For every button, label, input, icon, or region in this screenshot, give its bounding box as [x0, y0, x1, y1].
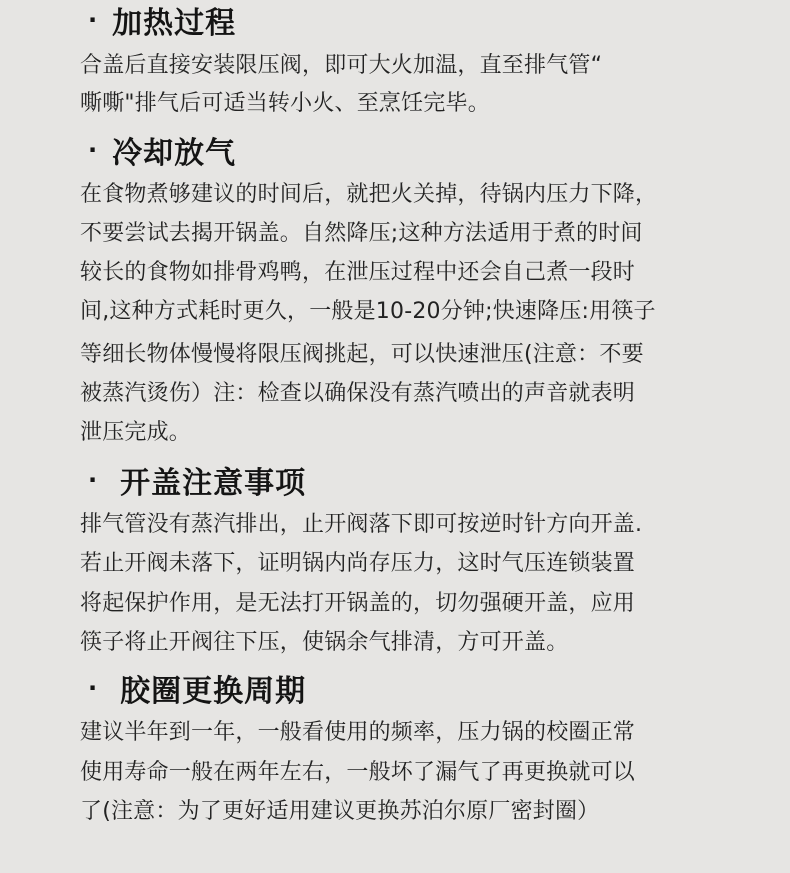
paragraph-line: 较长的食物如排骨鸡鸭，在泄压过程中还会自己煮一段时 — [80, 260, 636, 285]
heading-title: 加热过程 — [112, 6, 237, 41]
paragraph-line: 合盖后直接安装限压阀，即可大火加温，直至排气管“ — [80, 53, 603, 78]
paragraph-line: 使用寿命一般在两年左右，一般坏了漏气了再更换就可以 — [80, 760, 636, 785]
paragraph-line: 不要尝试去揭开锅盖。自然降压;这种方法适用于煮的时间 — [80, 221, 643, 246]
paragraph-line: 泄压完成。 — [80, 420, 192, 445]
bullet-dot: · — [88, 674, 99, 702]
paragraph-line: 筷子将止开阀往下压，使锅余气排清，方可开盖。 — [80, 630, 569, 655]
bullet-dot: · — [88, 6, 99, 34]
paragraph-line: 了(注意：为了更好适用建议更换苏泊尔原厂密封圈） — [80, 799, 600, 824]
paragraph-line: 排气管没有蒸汽排出，止开阀落下即可按逆时针方向开盖. — [80, 512, 643, 537]
heading-gasket-replacement — [88, 668, 306, 708]
heading-heating-process — [88, 0, 236, 40]
bullet-dot: · — [88, 136, 99, 164]
heading-title: 开盖注意事项 — [120, 466, 307, 501]
heading-cooling-venting — [88, 130, 236, 170]
paragraph-line: 建议半年到一年，一般看使用的频率，压力锅的校圈正常 — [80, 720, 636, 745]
paragraph-line: 间,这种方式耗时更久，一般是10-20分钟;快速降压:用筷子 — [80, 299, 656, 324]
paragraph-line: 被蒸汽烫伤）注：检查以确保没有蒸汽喷出的声音就表明 — [80, 381, 636, 406]
paragraph-line: 在食物煮够建议的时间后，就把火关掉，待锅内压力下降， — [80, 182, 658, 207]
bullet-dot: · — [88, 466, 99, 494]
paragraph-line: 将起保护作用，是无法打开锅盖的，切勿强硬开盖，应用 — [80, 591, 636, 616]
heading-title: 胶圈更换周期 — [120, 674, 307, 709]
paragraph-line: 若止开阀未落下，证明锅内尚存压力，这时气压连锁装置 — [80, 551, 636, 576]
heading-title: 冷却放气 — [112, 136, 237, 171]
paragraph-line: 嘶嘶"排气后可适当转小火、至烹饪完毕。 — [80, 91, 490, 116]
heading-lid-opening-notes — [88, 460, 306, 500]
paragraph-line: 等细长物体慢慢将限压阀挑起，可以快速泄压(注意：不要 — [80, 342, 644, 367]
